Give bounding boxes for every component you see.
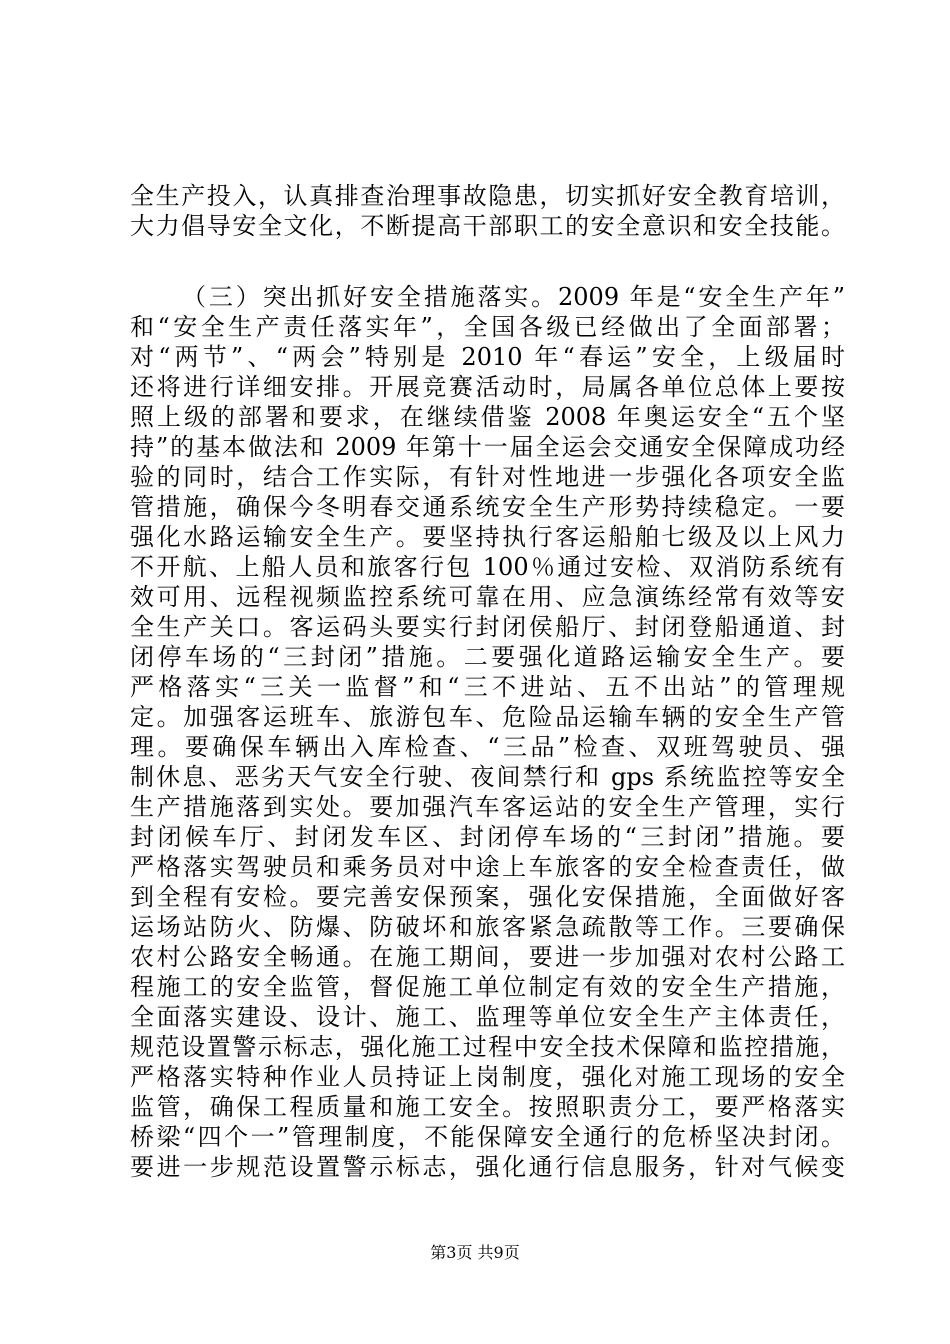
text-line: 效可用、远程视频监控系统可靠在用、应急演练经常有效等安: [130, 583, 845, 611]
text-line: 要进一步规范设置警示标志，强化通行信息服务，针对气候变: [130, 1153, 845, 1181]
text-line: 全面落实建设、设计、施工、监理等单位安全生产主体责任，: [130, 1003, 845, 1031]
paragraph-section-three: [130, 282, 845, 1182]
text-line: 闭停车场的“三封闭”措施。二要强化道路运输安全生产。要: [130, 643, 845, 671]
text-line: 全生产关口。客运码头要实行封闭侯船厅、封闭登船通道、封: [130, 613, 845, 641]
text-line: 和“安全生产责任落实年”，全国各级已经做出了全面部署；: [130, 313, 845, 341]
text-line: 强化水路运输安全生产。要坚持执行客运船舶七级及以上风力: [130, 523, 845, 551]
page-number-footer: 第3页 共9页: [430, 1243, 520, 1262]
text-line: 对“两节”、“两会”特别是 2010 年“春运”安全，上级届时: [130, 343, 845, 371]
text-line: 严格落实特种作业人员持证上岗制度，强化对施工现场的安全: [130, 1063, 845, 1091]
text-line: 照上级的部署和要求，在继续借鉴 2008 年奥运安全“五个坚: [130, 403, 845, 431]
text-line: 大力倡导安全文化，不断提高干部职工的安全意识和安全技能。: [130, 212, 845, 240]
text-line: 规范设置警示标志，强化施工过程中安全技术保障和监控措施，: [130, 1033, 845, 1061]
text-line: 程施工的安全监管，督促施工单位制定有效的安全生产措施，: [130, 973, 845, 1001]
text-line: 全生产投入，认真排查治理事故隐患，切实抓好安全教育培训，: [130, 182, 845, 210]
text-line: 运场站防火、防爆、防破坏和旅客紧急疏散等工作。三要确保: [130, 913, 845, 941]
text-line: 封闭候车厅、封闭发车区、封闭停车场的“三封闭”措施。要: [130, 823, 845, 851]
text-line: 定。加强客运班车、旅游包车、危险品运输车辆的安全生产管: [130, 703, 845, 731]
text-line: 严格落实驾驶员和乘务员对中途上车旅客的安全检查责任，做: [130, 853, 845, 881]
text-line: 管措施，确保今冬明春交通系统安全生产形势持续稳定。一要: [130, 493, 845, 521]
paragraph-continuation: [130, 181, 845, 241]
text-line: 还将进行详细安排。开展竞赛活动时，局属各单位总体上要按: [130, 373, 845, 401]
text-line: 理。要确保车辆出入库检查、“三品”检查、双班驾驶员、强: [130, 733, 845, 761]
text-line: 不开航、上船人员和旅客行包 100％通过安检、双消防系统有: [130, 553, 845, 581]
text-line: 严格落实“三关一监督”和“三不进站、五不出站”的管理规: [130, 673, 845, 701]
text-line: 持”的基本做法和 2009 年第十一届全运会交通安全保障成功经: [130, 433, 845, 461]
text-line: 到全程有安检。要完善安保预案，强化安保措施，全面做好客: [130, 883, 845, 911]
text-line: （三）突出抓好安全措施落实。2009 年是“安全生产年”: [182, 283, 845, 311]
text-line: 验的同时，结合工作实际，有针对性地进一步强化各项安全监: [130, 463, 845, 491]
text-line: 生产措施落到实处。要加强汽车客运站的安全生产管理，实行: [130, 793, 845, 821]
text-line: 制休息、恶劣天气安全行驶、夜间禁行和 gps 系统监控等安全: [130, 763, 845, 791]
text-line: 监管，确保工程质量和施工安全。按照职责分工，要严格落实: [130, 1093, 845, 1121]
text-line: 桥梁“四个一”管理制度，不能保障安全通行的危桥坚决封闭。: [130, 1123, 845, 1151]
text-line: 农村公路安全畅通。在施工期间，要进一步加强对农村公路工: [130, 943, 845, 971]
